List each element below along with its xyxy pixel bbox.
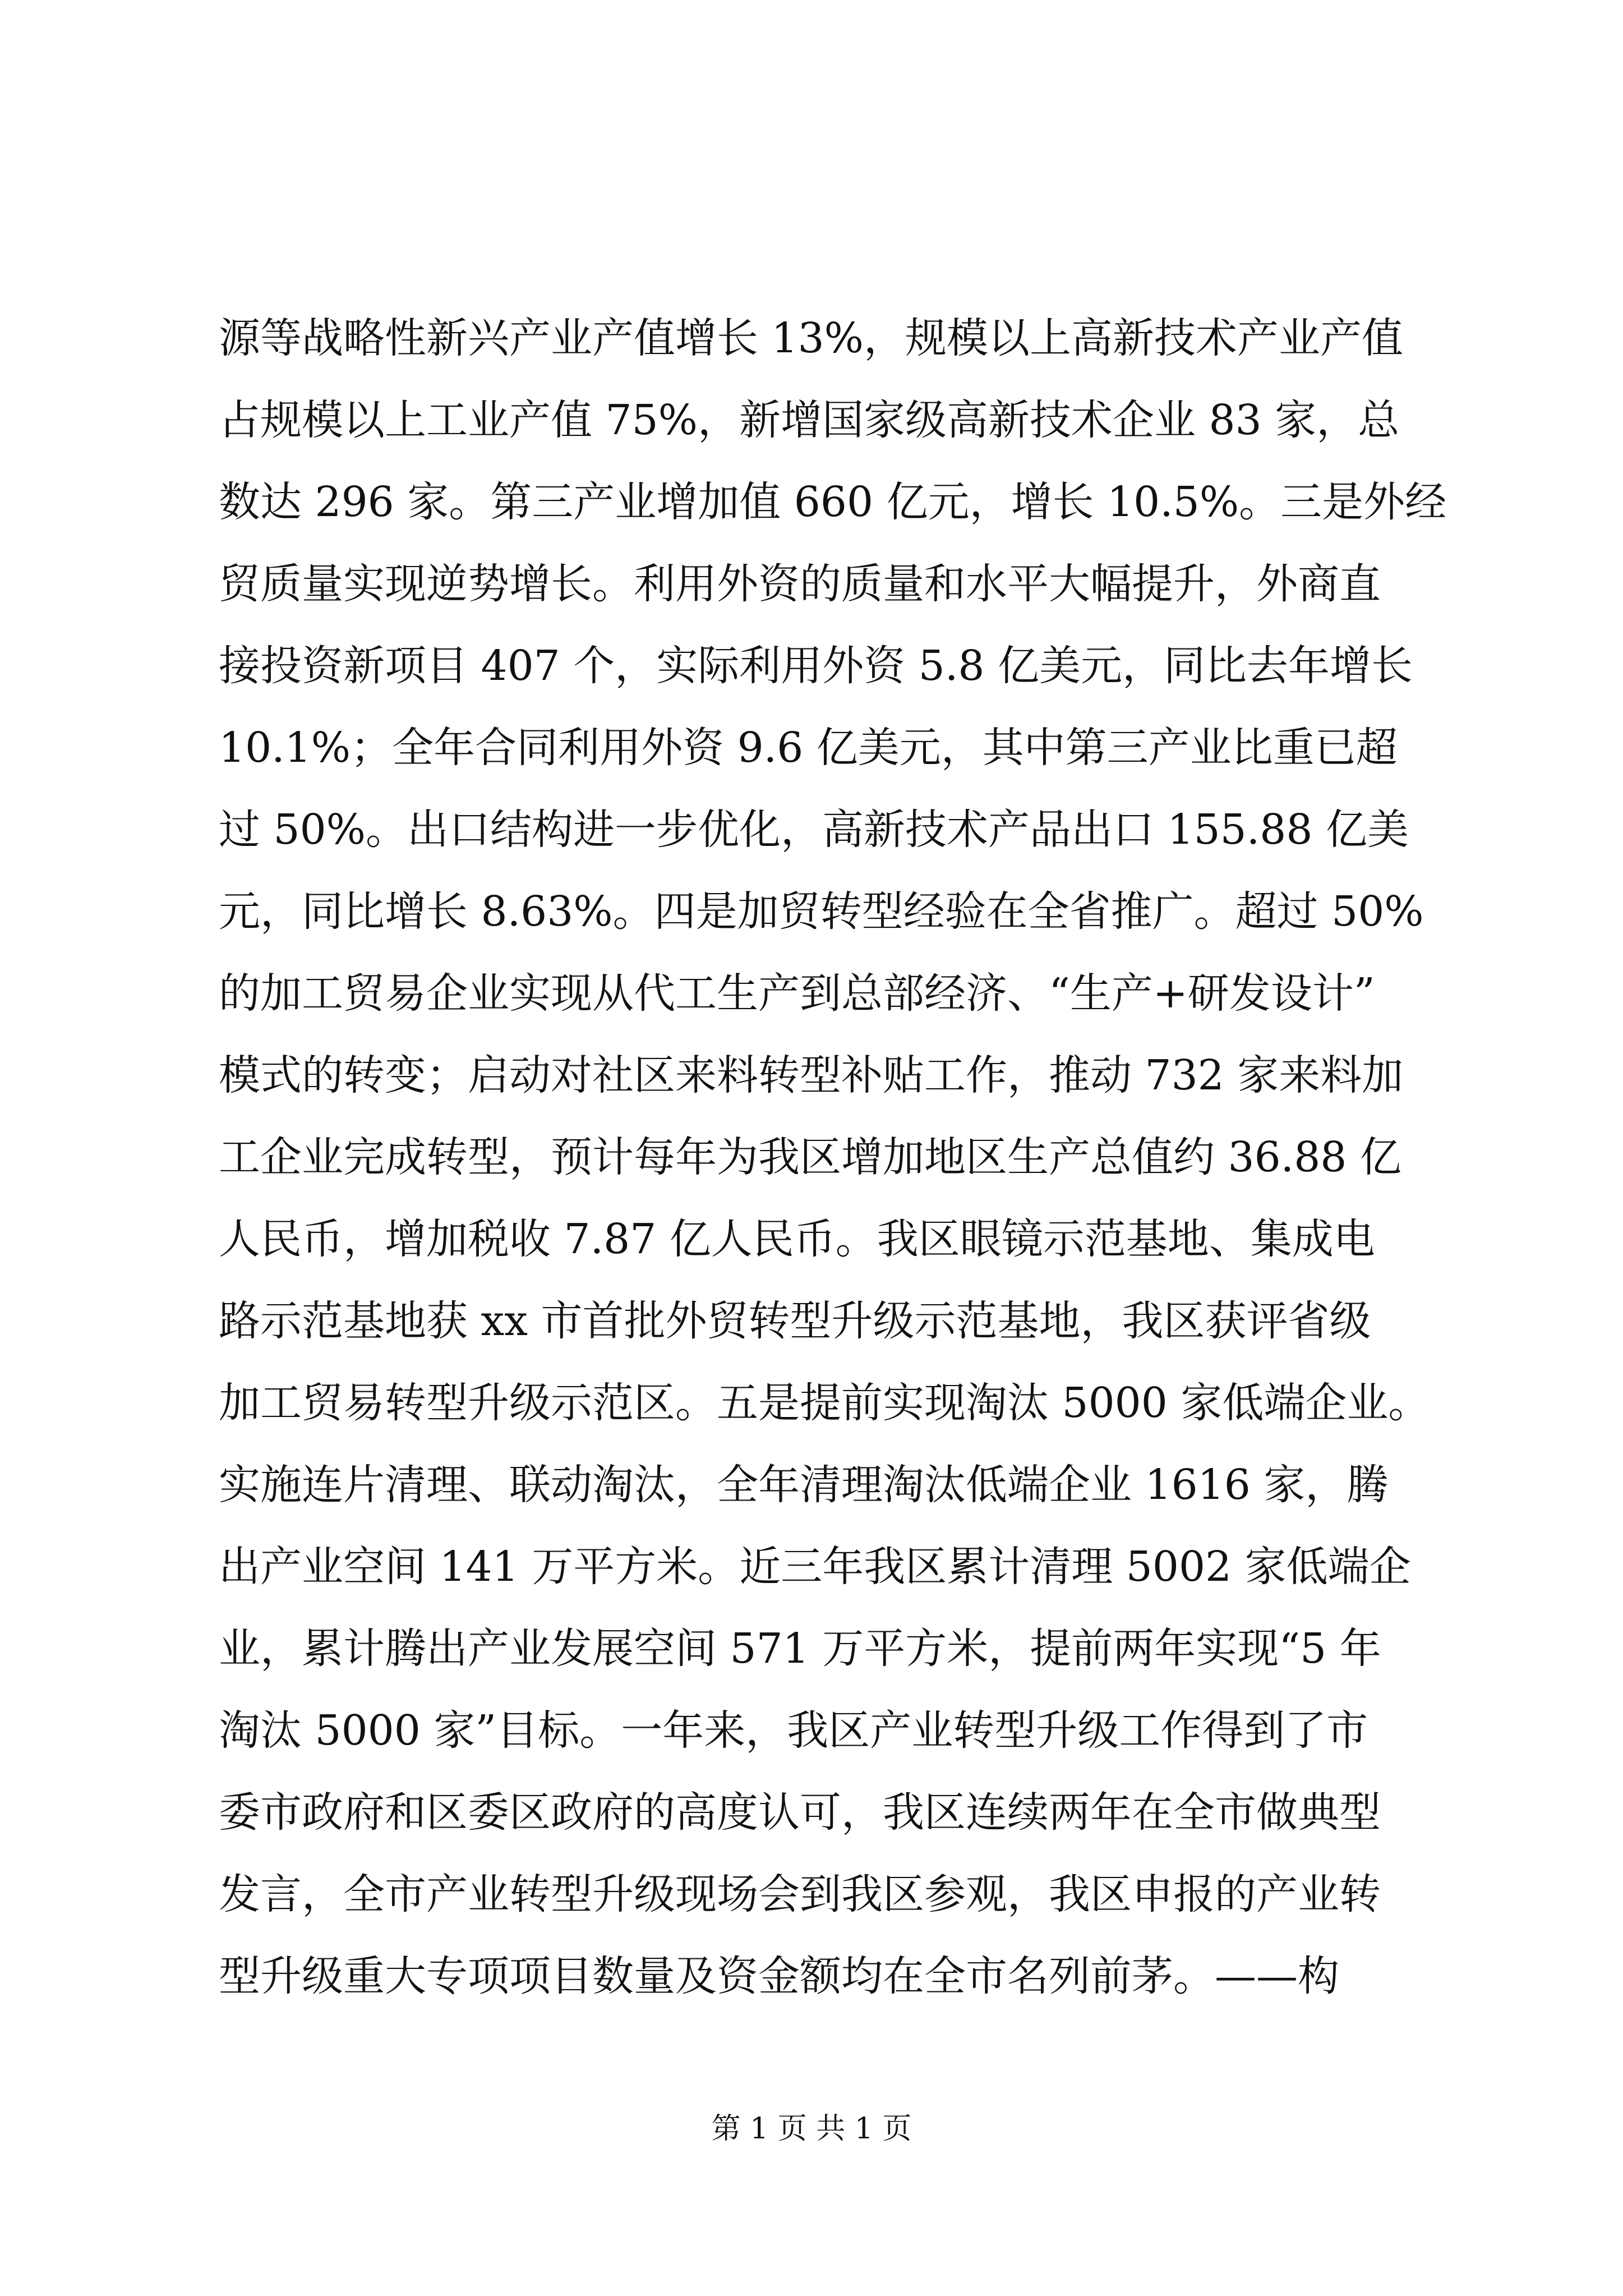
text-line: 型升级重大专项项目数量及资金额均在全市名列前茅。——构 bbox=[219, 1952, 1339, 2000]
text-line: 过 50%。出口结构进一步优化，高新技术产品出口 155.88 亿美 bbox=[219, 806, 1409, 854]
text-line: 数达 296 家。第三产业增加值 660 亿元，增长 10.5%。三是外经 bbox=[219, 478, 1447, 526]
page-number-label: 第 1 页 共 1 页 bbox=[711, 2112, 912, 2146]
text-line: 接投资新项目 407 个，实际利用外资 5.8 亿美元，同比去年增长 bbox=[219, 642, 1413, 690]
text-line: 实施连片清理、联动淘汰，全年清理淘汰低端企业 1616 家，腾 bbox=[219, 1461, 1389, 1509]
page-footer bbox=[0, 2106, 1623, 2151]
text-line: 发言，全市产业转型升级现场会到我区参观，我区申报的产业转 bbox=[219, 1870, 1381, 1918]
text-line: 委市政府和区委区政府的高度认可，我区连续两年在全市做典型 bbox=[219, 1788, 1381, 1837]
text-line: 路示范基地获 xx 市首批外贸转型升级示范基地，我区获评省级 bbox=[219, 1297, 1371, 1345]
text-line: 10.1%；全年合同利用外资 9.6 亿美元，其中第三产业比重已超 bbox=[219, 724, 1398, 772]
text-line: 工企业完成转型，预计每年为我区增加地区生产总值约 36.88 亿 bbox=[219, 1133, 1401, 1181]
text-line: 占规模以上工业产值 75%，新增国家级高新技术企业 83 家，总 bbox=[219, 396, 1400, 444]
text-line: 出产业空间 141 万平方米。近三年我区累计清理 5002 家低端企 bbox=[219, 1543, 1411, 1591]
body-text bbox=[219, 297, 1447, 2017]
text-line: 人民币，增加税收 7.87 亿人民币。我区眼镜示范基地、集成电 bbox=[219, 1215, 1375, 1263]
text-line: 加工贸易转型升级示范区。五是提前实现淘汰 5000 家低端企业。 bbox=[219, 1379, 1430, 1427]
text-line: 元，同比增长 8.63%。四是加贸转型经验在全省推广。超过 50% bbox=[219, 887, 1424, 936]
text-line: 模式的转变；启动对社区来料转型补贴工作，推动 732 家来料加 bbox=[219, 1051, 1404, 1099]
text-line: 源等战略性新兴产业产值增长 13%，规模以上高新技术产业产值 bbox=[219, 314, 1403, 362]
text-line: 的加工贸易企业实现从代工生产到总部经济、“生产+研发设计” bbox=[219, 969, 1375, 1018]
text-line: 贸质量实现逆势增长。利用外资的质量和水平大幅提升，外商直 bbox=[219, 560, 1381, 608]
text-line: 业，累计腾出产业发展空间 571 万平方米，提前两年实现“5 年 bbox=[219, 1625, 1381, 1673]
text-line: 淘汰 5000 家”目标。一年来，我区产业转型升级工作得到了市 bbox=[219, 1706, 1368, 1755]
